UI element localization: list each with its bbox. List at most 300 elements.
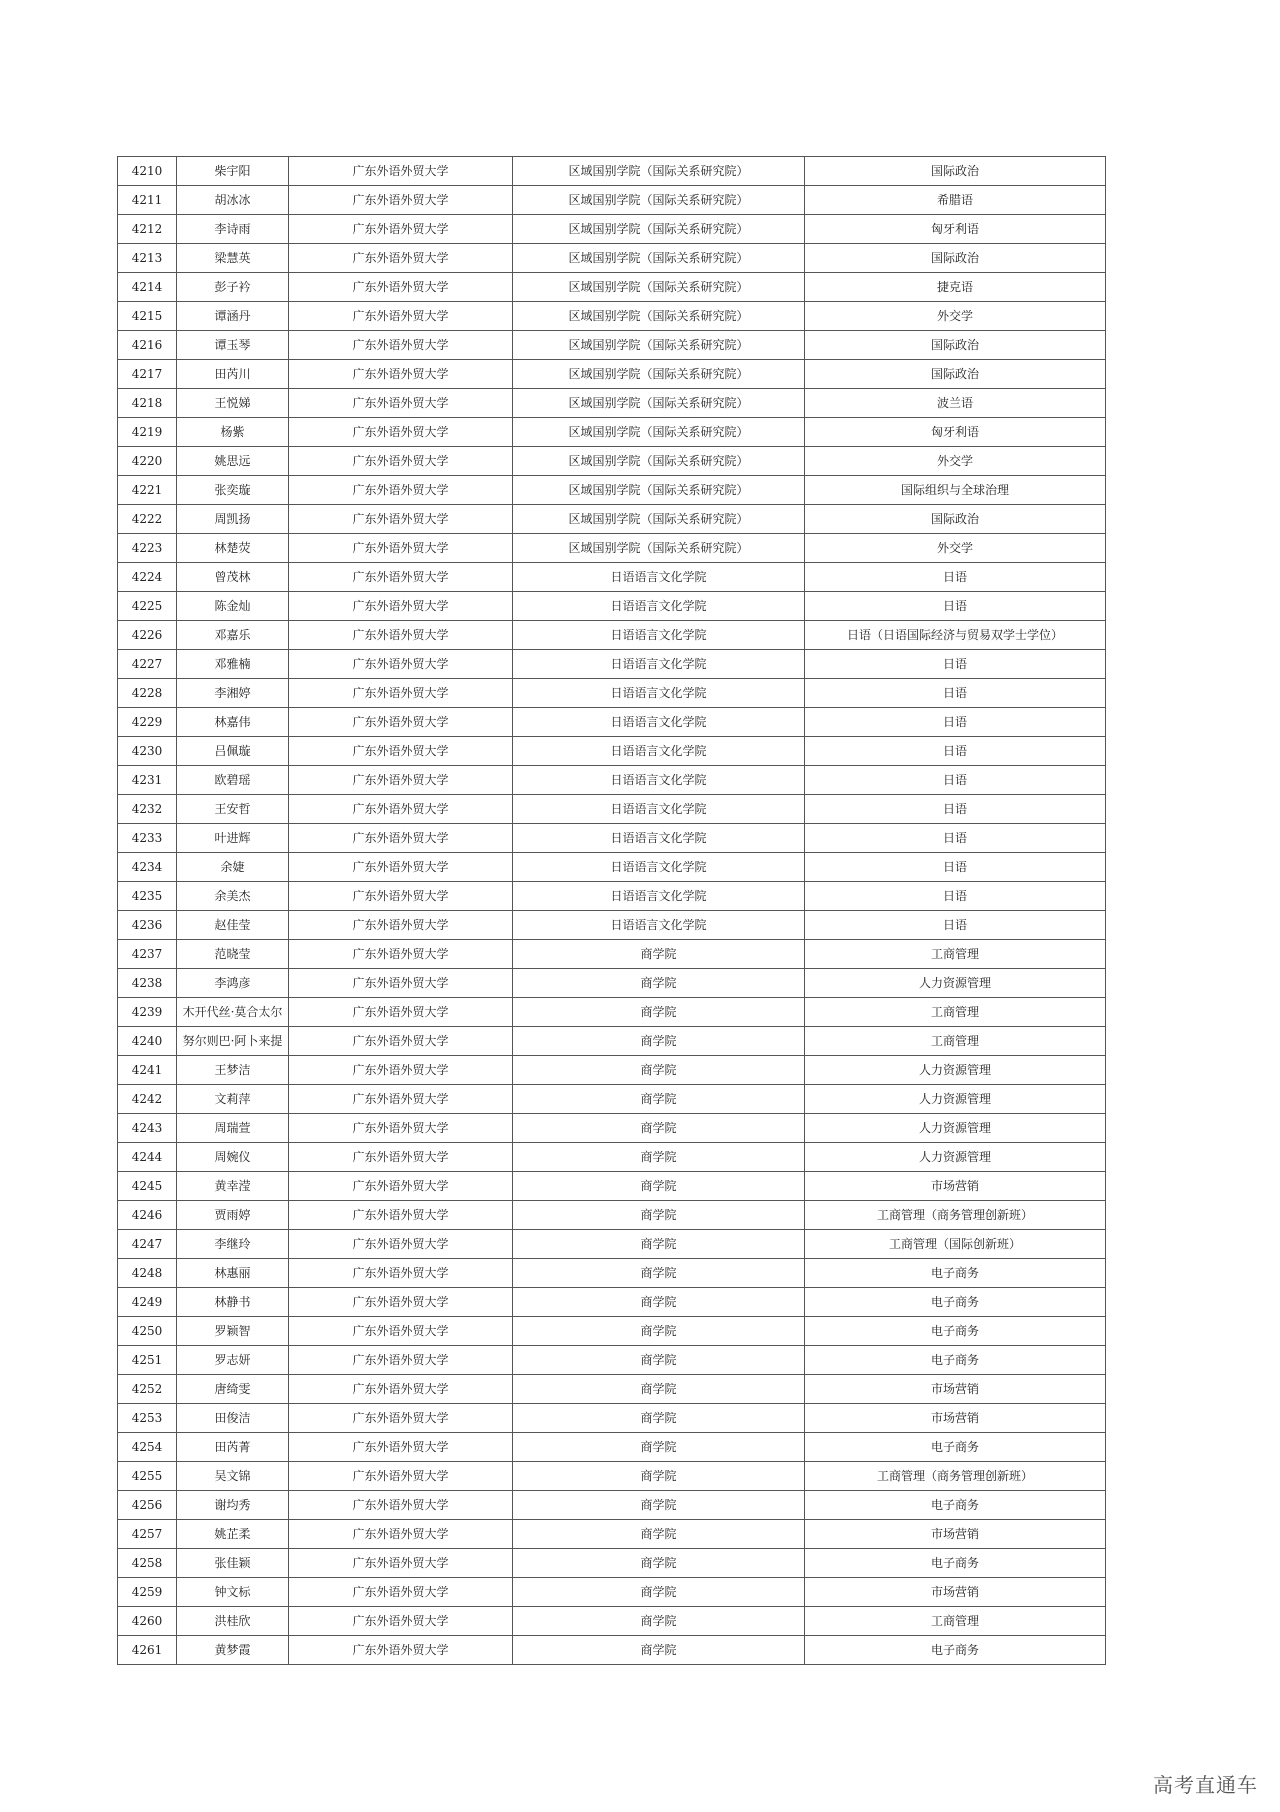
student-name-cell: 周婉仪 [177,1143,289,1172]
row-number-cell: 4253 [118,1404,177,1433]
student-name-cell: 胡冰冰 [177,186,289,215]
student-name-cell: 罗志妍 [177,1346,289,1375]
student-name-cell: 李湘婷 [177,679,289,708]
college-cell: 区域国别学院（国际关系研究院） [513,534,805,563]
college-cell: 商学院 [513,1462,805,1491]
student-name-cell: 王梦洁 [177,1056,289,1085]
student-name-cell: 李继玲 [177,1230,289,1259]
table-row [118,534,1106,563]
row-number-cell: 4221 [118,476,177,505]
student-name-cell: 黄梦霞 [177,1636,289,1665]
college-cell: 区域国别学院（国际关系研究院） [513,360,805,389]
university-cell: 广东外语外贸大学 [289,389,513,418]
student-table [117,156,1106,1665]
university-cell: 广东外语外贸大学 [289,1404,513,1433]
university-cell: 广东外语外贸大学 [289,1636,513,1665]
student-name-cell: 王安哲 [177,795,289,824]
table-row [118,766,1106,795]
college-cell: 日语语言文化学院 [513,911,805,940]
university-cell: 广东外语外贸大学 [289,418,513,447]
student-name-cell: 梁慧英 [177,244,289,273]
row-number-cell: 4244 [118,1143,177,1172]
college-cell: 区域国别学院（国际关系研究院） [513,157,805,186]
table-row [118,1404,1106,1433]
college-cell: 日语语言文化学院 [513,882,805,911]
college-cell: 区域国别学院（国际关系研究院） [513,244,805,273]
row-number-cell: 4230 [118,737,177,766]
student-name-cell: 周瑞萱 [177,1114,289,1143]
student-name-cell: 贾雨婷 [177,1201,289,1230]
table-row [118,447,1106,476]
table-row [118,969,1106,998]
college-cell: 日语语言文化学院 [513,795,805,824]
major-cell: 日语 [805,853,1106,882]
major-cell: 国际政治 [805,157,1106,186]
college-cell: 商学院 [513,1172,805,1201]
major-cell: 电子商务 [805,1346,1106,1375]
college-cell: 区域国别学院（国际关系研究院） [513,331,805,360]
college-cell: 日语语言文化学院 [513,853,805,882]
table-row [118,679,1106,708]
student-name-cell: 柴宇阳 [177,157,289,186]
table-row [118,244,1106,273]
student-name-cell: 林静书 [177,1288,289,1317]
row-number-cell: 4255 [118,1462,177,1491]
row-number-cell: 4236 [118,911,177,940]
table-row [118,389,1106,418]
table-row [118,882,1106,911]
university-cell: 广东外语外贸大学 [289,476,513,505]
student-name-cell: 张奕璇 [177,476,289,505]
table-row [118,186,1106,215]
row-number-cell: 4222 [118,505,177,534]
major-cell: 日语 [805,650,1106,679]
major-cell: 市场营销 [805,1375,1106,1404]
college-cell: 区域国别学院（国际关系研究院） [513,447,805,476]
university-cell: 广东外语外贸大学 [289,621,513,650]
major-cell: 人力资源管理 [805,1143,1106,1172]
table-row [118,621,1106,650]
college-cell: 商学院 [513,1201,805,1230]
college-cell: 区域国别学院（国际关系研究院） [513,302,805,331]
row-number-cell: 4237 [118,940,177,969]
student-name-cell: 木开代丝·莫合太尔 [177,998,289,1027]
student-name-cell: 赵佳莹 [177,911,289,940]
row-number-cell: 4240 [118,1027,177,1056]
student-name-cell: 努尔则巴·阿卜来提 [177,1027,289,1056]
table-row [118,1578,1106,1607]
college-cell: 商学院 [513,998,805,1027]
college-cell: 日语语言文化学院 [513,708,805,737]
university-cell: 广东外语外贸大学 [289,273,513,302]
row-number-cell: 4219 [118,418,177,447]
student-name-cell: 罗颖智 [177,1317,289,1346]
table-row [118,737,1106,766]
major-cell: 日语 [805,708,1106,737]
college-cell: 商学院 [513,1520,805,1549]
student-name-cell: 谭玉琴 [177,331,289,360]
row-number-cell: 4242 [118,1085,177,1114]
college-cell: 商学院 [513,1346,805,1375]
student-name-cell: 李诗雨 [177,215,289,244]
college-cell: 商学院 [513,1288,805,1317]
major-cell: 人力资源管理 [805,1085,1106,1114]
row-number-cell: 4261 [118,1636,177,1665]
major-cell: 电子商务 [805,1636,1106,1665]
university-cell: 广东外语外贸大学 [289,766,513,795]
table-row [118,1201,1106,1230]
major-cell: 外交学 [805,302,1106,331]
row-number-cell: 4211 [118,186,177,215]
university-cell: 广东外语外贸大学 [289,1114,513,1143]
university-cell: 广东外语外贸大学 [289,331,513,360]
table-row [118,1636,1106,1665]
table-row [118,1230,1106,1259]
university-cell: 广东外语外贸大学 [289,1520,513,1549]
student-name-cell: 吕佩璇 [177,737,289,766]
university-cell: 广东外语外贸大学 [289,1085,513,1114]
college-cell: 商学院 [513,940,805,969]
row-number-cell: 4238 [118,969,177,998]
student-name-cell: 王悦娣 [177,389,289,418]
college-cell: 区域国别学院（国际关系研究院） [513,476,805,505]
table-row [118,1143,1106,1172]
college-cell: 日语语言文化学院 [513,650,805,679]
row-number-cell: 4257 [118,1520,177,1549]
student-name-cell: 谭涵丹 [177,302,289,331]
major-cell: 电子商务 [805,1549,1106,1578]
university-cell: 广东外语外贸大学 [289,853,513,882]
table-row [118,157,1106,186]
table-row [118,331,1106,360]
college-cell: 区域国别学院（国际关系研究院） [513,389,805,418]
row-number-cell: 4228 [118,679,177,708]
table-row [118,650,1106,679]
row-number-cell: 4260 [118,1607,177,1636]
table-row [118,998,1106,1027]
university-cell: 广东外语外贸大学 [289,969,513,998]
university-cell: 广东外语外贸大学 [289,505,513,534]
college-cell: 商学院 [513,1027,805,1056]
university-cell: 广东外语外贸大学 [289,911,513,940]
major-cell: 人力资源管理 [805,969,1106,998]
university-cell: 广东外语外贸大学 [289,824,513,853]
major-cell: 国际组织与全球治理 [805,476,1106,505]
college-cell: 区域国别学院（国际关系研究院） [513,273,805,302]
major-cell: 工商管理（商务管理创新班） [805,1462,1106,1491]
major-cell: 国际政治 [805,331,1106,360]
table-row [118,273,1106,302]
table-row [118,1085,1106,1114]
major-cell: 电子商务 [805,1433,1106,1462]
student-name-cell: 吴文锦 [177,1462,289,1491]
major-cell: 人力资源管理 [805,1114,1106,1143]
student-name-cell: 田俊洁 [177,1404,289,1433]
university-cell: 广东外语外贸大学 [289,1288,513,1317]
major-cell: 日语 [805,679,1106,708]
major-cell: 匈牙利语 [805,215,1106,244]
college-cell: 日语语言文化学院 [513,737,805,766]
row-number-cell: 4241 [118,1056,177,1085]
major-cell: 电子商务 [805,1288,1106,1317]
college-cell: 商学院 [513,1578,805,1607]
row-number-cell: 4223 [118,534,177,563]
student-name-cell: 黄幸滢 [177,1172,289,1201]
university-cell: 广东外语外贸大学 [289,592,513,621]
table-row [118,505,1106,534]
major-cell: 工商管理 [805,940,1106,969]
university-cell: 广东外语外贸大学 [289,563,513,592]
row-number-cell: 4215 [118,302,177,331]
student-name-cell: 姚思远 [177,447,289,476]
table-row [118,1520,1106,1549]
student-name-cell: 杨紫 [177,418,289,447]
table-row [118,1607,1106,1636]
student-name-cell: 林嘉伟 [177,708,289,737]
university-cell: 广东外语外贸大学 [289,940,513,969]
major-cell: 电子商务 [805,1259,1106,1288]
university-cell: 广东外语外贸大学 [289,650,513,679]
university-cell: 广东外语外贸大学 [289,1259,513,1288]
student-name-cell: 欧碧瑶 [177,766,289,795]
row-number-cell: 4214 [118,273,177,302]
student-name-cell: 叶进辉 [177,824,289,853]
table-row [118,1375,1106,1404]
major-cell: 日语 [805,911,1106,940]
row-number-cell: 4225 [118,592,177,621]
row-number-cell: 4246 [118,1201,177,1230]
row-number-cell: 4232 [118,795,177,824]
table-row [118,1027,1106,1056]
college-cell: 区域国别学院（国际关系研究院） [513,215,805,244]
row-number-cell: 4224 [118,563,177,592]
college-cell: 商学院 [513,1491,805,1520]
major-cell: 捷克语 [805,273,1106,302]
table-row [118,795,1106,824]
row-number-cell: 4243 [118,1114,177,1143]
college-cell: 区域国别学院（国际关系研究院） [513,186,805,215]
major-cell: 日语 [805,824,1106,853]
table-row [118,853,1106,882]
table-row [118,1462,1106,1491]
table-row [118,824,1106,853]
university-cell: 广东外语外贸大学 [289,1607,513,1636]
row-number-cell: 4256 [118,1491,177,1520]
row-number-cell: 4233 [118,824,177,853]
student-name-cell: 曾茂林 [177,563,289,592]
table-row [118,1317,1106,1346]
major-cell: 日语 [805,795,1106,824]
student-name-cell: 陈金灿 [177,592,289,621]
table-row [118,215,1106,244]
row-number-cell: 4258 [118,1549,177,1578]
major-cell: 市场营销 [805,1172,1106,1201]
student-name-cell: 张佳颖 [177,1549,289,1578]
student-name-cell: 林楚荧 [177,534,289,563]
college-cell: 商学院 [513,1404,805,1433]
row-number-cell: 4251 [118,1346,177,1375]
table-row [118,1549,1106,1578]
major-cell: 工商管理 [805,1607,1106,1636]
table-row [118,360,1106,389]
row-number-cell: 4252 [118,1375,177,1404]
row-number-cell: 4254 [118,1433,177,1462]
table-row [118,940,1106,969]
major-cell: 国际政治 [805,244,1106,273]
university-cell: 广东外语外贸大学 [289,737,513,766]
college-cell: 商学院 [513,1114,805,1143]
major-cell: 工商管理 [805,1027,1106,1056]
university-cell: 广东外语外贸大学 [289,360,513,389]
university-cell: 广东外语外贸大学 [289,186,513,215]
row-number-cell: 4210 [118,157,177,186]
major-cell: 日语 [805,766,1106,795]
row-number-cell: 4217 [118,360,177,389]
row-number-cell: 4235 [118,882,177,911]
table-row [118,1346,1106,1375]
watermark-logo: 高考直通车 [1153,1773,1258,1797]
major-cell: 国际政治 [805,360,1106,389]
university-cell: 广东外语外贸大学 [289,1143,513,1172]
row-number-cell: 4226 [118,621,177,650]
major-cell: 日语（日语国际经济与贸易双学士学位） [805,621,1106,650]
university-cell: 广东外语外贸大学 [289,1317,513,1346]
college-cell: 区域国别学院（国际关系研究院） [513,418,805,447]
major-cell: 波兰语 [805,389,1106,418]
college-cell: 商学院 [513,1433,805,1462]
major-cell: 希腊语 [805,186,1106,215]
university-cell: 广东外语外贸大学 [289,795,513,824]
university-cell: 广东外语外贸大学 [289,244,513,273]
major-cell: 人力资源管理 [805,1056,1106,1085]
major-cell: 市场营销 [805,1404,1106,1433]
major-cell: 匈牙利语 [805,418,1106,447]
university-cell: 广东外语外贸大学 [289,157,513,186]
college-cell: 商学院 [513,1056,805,1085]
university-cell: 广东外语外贸大学 [289,1578,513,1607]
student-name-cell: 田芮川 [177,360,289,389]
major-cell: 市场营销 [805,1578,1106,1607]
table-row [118,911,1106,940]
table-row [118,1433,1106,1462]
row-number-cell: 4245 [118,1172,177,1201]
row-number-cell: 4250 [118,1317,177,1346]
major-cell: 市场营销 [805,1520,1106,1549]
row-number-cell: 4259 [118,1578,177,1607]
university-cell: 广东外语外贸大学 [289,998,513,1027]
college-cell: 日语语言文化学院 [513,679,805,708]
college-cell: 日语语言文化学院 [513,592,805,621]
university-cell: 广东外语外贸大学 [289,1433,513,1462]
table-row [118,1259,1106,1288]
student-name-cell: 田芮菁 [177,1433,289,1462]
table-row [118,418,1106,447]
student-name-cell: 邓嘉乐 [177,621,289,650]
row-number-cell: 4212 [118,215,177,244]
college-cell: 日语语言文化学院 [513,563,805,592]
student-name-cell: 谢均秀 [177,1491,289,1520]
college-cell: 商学院 [513,1230,805,1259]
student-table-body [118,157,1106,1665]
table-row [118,1491,1106,1520]
university-cell: 广东外语外贸大学 [289,1056,513,1085]
college-cell: 商学院 [513,969,805,998]
university-cell: 广东外语外贸大学 [289,215,513,244]
university-cell: 广东外语外贸大学 [289,1491,513,1520]
table-row [118,302,1106,331]
university-cell: 广东外语外贸大学 [289,1201,513,1230]
student-name-cell: 洪桂欣 [177,1607,289,1636]
major-cell: 工商管理（商务管理创新班） [805,1201,1106,1230]
student-name-cell: 邓雅楠 [177,650,289,679]
student-name-cell: 余美杰 [177,882,289,911]
college-cell: 商学院 [513,1636,805,1665]
major-cell: 日语 [805,737,1106,766]
student-name-cell: 文莉萍 [177,1085,289,1114]
university-cell: 广东外语外贸大学 [289,1027,513,1056]
college-cell: 商学院 [513,1607,805,1636]
university-cell: 广东外语外贸大学 [289,534,513,563]
college-cell: 区域国别学院（国际关系研究院） [513,505,805,534]
college-cell: 商学院 [513,1259,805,1288]
university-cell: 广东外语外贸大学 [289,447,513,476]
table-row [118,1056,1106,1085]
university-cell: 广东外语外贸大学 [289,679,513,708]
student-name-cell: 姚芷柔 [177,1520,289,1549]
table-row [118,1288,1106,1317]
major-cell: 外交学 [805,534,1106,563]
college-cell: 商学院 [513,1317,805,1346]
major-cell: 日语 [805,592,1106,621]
table-row [118,592,1106,621]
table-row [118,476,1106,505]
university-cell: 广东外语外贸大学 [289,1462,513,1491]
major-cell: 工商管理 [805,998,1106,1027]
student-name-cell: 林惠丽 [177,1259,289,1288]
table-row [118,563,1106,592]
university-cell: 广东外语外贸大学 [289,302,513,331]
row-number-cell: 4248 [118,1259,177,1288]
row-number-cell: 4249 [118,1288,177,1317]
major-cell: 外交学 [805,447,1106,476]
major-cell: 电子商务 [805,1317,1106,1346]
row-number-cell: 4234 [118,853,177,882]
major-cell: 工商管理（国际创新班） [805,1230,1106,1259]
row-number-cell: 4239 [118,998,177,1027]
college-cell: 日语语言文化学院 [513,766,805,795]
student-name-cell: 彭子衿 [177,273,289,302]
college-cell: 商学院 [513,1549,805,1578]
table-row [118,708,1106,737]
row-number-cell: 4247 [118,1230,177,1259]
major-cell: 日语 [805,882,1106,911]
row-number-cell: 4218 [118,389,177,418]
row-number-cell: 4231 [118,766,177,795]
major-cell: 电子商务 [805,1491,1106,1520]
row-number-cell: 4220 [118,447,177,476]
student-name-cell: 钟文标 [177,1578,289,1607]
university-cell: 广东外语外贸大学 [289,1549,513,1578]
table-row [118,1114,1106,1143]
university-cell: 广东外语外贸大学 [289,1346,513,1375]
university-cell: 广东外语外贸大学 [289,1230,513,1259]
university-cell: 广东外语外贸大学 [289,882,513,911]
row-number-cell: 4216 [118,331,177,360]
university-cell: 广东外语外贸大学 [289,708,513,737]
major-cell: 国际政治 [805,505,1106,534]
row-number-cell: 4229 [118,708,177,737]
university-cell: 广东外语外贸大学 [289,1172,513,1201]
